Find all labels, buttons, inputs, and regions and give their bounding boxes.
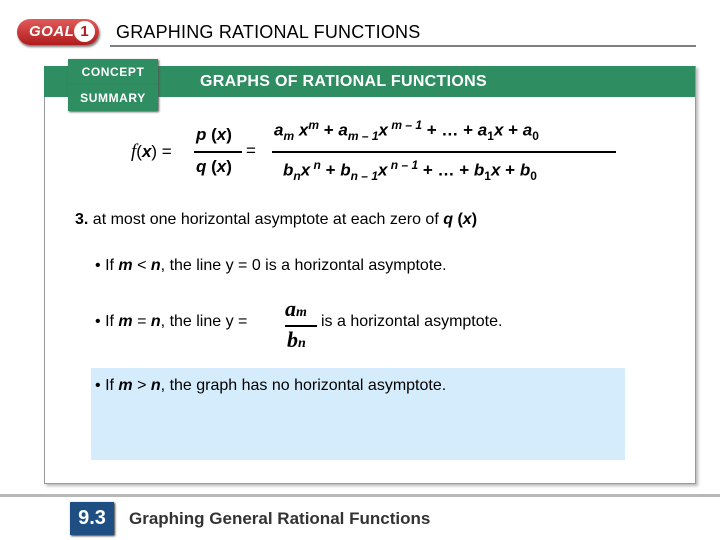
bullet-mark: • [95, 257, 101, 274]
bullet-rest: , the line y = 0 is a horizontal asymptote. [160, 257, 447, 274]
formula-lhs: f(x) = [131, 141, 172, 162]
header-divider [110, 45, 696, 47]
item-3: 3. at most one horizontal asymptote at each zero of q (x) [75, 211, 478, 228]
q-symbol: q [196, 157, 207, 176]
bullet-m-less-n [95, 257, 447, 275]
bullet-m-equals-n [95, 313, 247, 331]
fraction-bar-polynomial [272, 151, 616, 153]
fraction-bar-pq [194, 151, 242, 153]
lesson-number: 9.3 [70, 502, 114, 535]
frac-numerator-a [285, 296, 307, 322]
var-m: m [118, 377, 133, 394]
bullet-text: If [105, 257, 114, 274]
frac-denominator-b [287, 327, 306, 353]
equals-sign-2: = [246, 141, 256, 160]
bullet-text: If [105, 377, 114, 394]
bullet-mark: • [95, 313, 101, 330]
polynomial-numerator: $a_m$ $x^m + a_{m - 1}x$ $^{m - 1}$ + … + $a_1x + a_0$ [274, 118, 539, 144]
bullet-m-greater-n [95, 377, 446, 395]
x-in-q: x [216, 157, 227, 176]
card-title: GRAPHS OF RATIONAL FUNCTIONS [200, 73, 487, 90]
bullet-rest: , the line y = [160, 313, 248, 330]
item-3-q: q [443, 211, 453, 228]
item-3-number: 3. [75, 211, 89, 228]
bullet-mark: • [95, 377, 101, 394]
bullet-2-end: is a horizontal asymptote. [321, 313, 503, 330]
var-n: n [150, 313, 161, 330]
tab-summary: SUMMARY [68, 85, 158, 111]
bullet-text: If [105, 313, 114, 330]
operator: < [137, 257, 147, 274]
a-symbol: a [285, 296, 296, 321]
x-variable: x [141, 142, 152, 161]
goal-number: 1 [74, 21, 95, 42]
a-subscript: m [296, 305, 307, 320]
var-m: m [118, 257, 133, 274]
var-m: m [118, 313, 133, 330]
b-symbol: b [287, 327, 298, 352]
p-symbol: p [196, 125, 207, 144]
fraction-denominator-q: q (x) [196, 157, 232, 176]
item-3-x: x [462, 211, 472, 228]
operator: > [137, 377, 147, 394]
goal-label: GOAL [29, 23, 75, 40]
polynomial-denominator: $b_nx$ $^n + b_{n - 1}x$ $^{n - 1}$ + … + $b_1x + b_0$ [283, 158, 537, 184]
var-n: n [150, 257, 161, 274]
x-in-p: x [216, 125, 227, 144]
footer-divider [0, 494, 720, 497]
var-n: n [150, 377, 161, 394]
b-subscript: n [298, 336, 306, 351]
fraction-numerator-p: p (x) [196, 125, 232, 144]
operator: = [137, 313, 147, 330]
tab-concept: CONCEPT [68, 59, 158, 85]
page-title: GRAPHING RATIONAL FUNCTIONS [116, 22, 421, 42]
lesson-title: Graphing General Rational Functions [129, 509, 431, 528]
f-symbol: f [131, 141, 137, 162]
bullet-rest: , the graph has no horizontal asymptote. [160, 377, 447, 394]
equals-sign: ) = [151, 142, 172, 161]
item-3-text: at most one horizontal asymptote at each zero of [92, 211, 439, 228]
